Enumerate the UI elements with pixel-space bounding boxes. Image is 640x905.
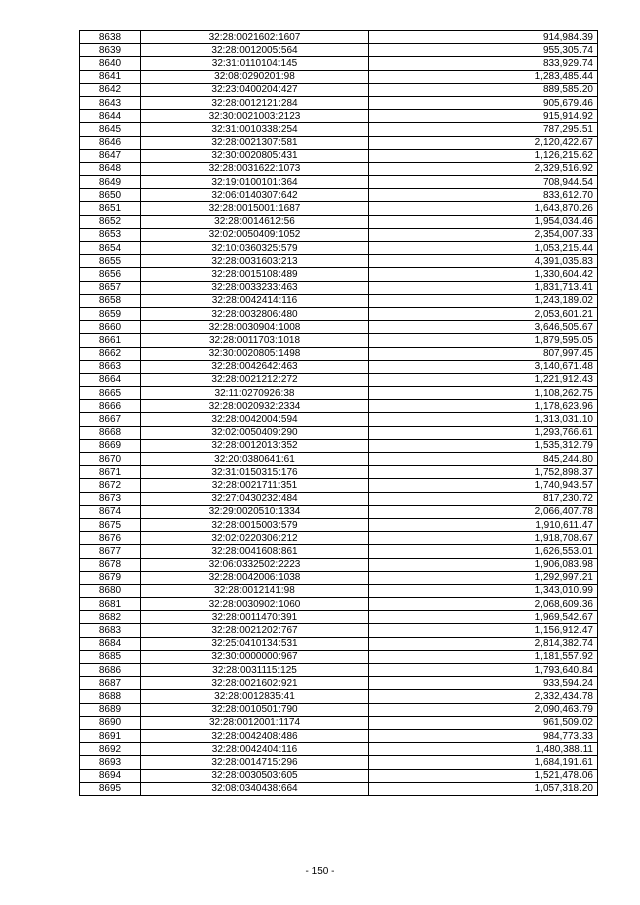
row-number-cell: 8642	[80, 83, 141, 96]
table-row	[80, 690, 598, 703]
cadastral-value-cell: 1,108,262.75	[369, 387, 598, 400]
row-number-cell: 8639	[80, 44, 141, 57]
table-row	[80, 466, 598, 479]
cadastral-value-cell: 2,120,422.67	[369, 136, 598, 149]
table-row	[80, 57, 598, 70]
cadastral-value-cell: 807,997.45	[369, 347, 598, 360]
table-row	[80, 334, 598, 347]
cadastral-number-cell: 32:11:0270926:38	[141, 387, 369, 400]
row-number-cell: 8680	[80, 584, 141, 597]
table-row	[80, 532, 598, 545]
cadastral-number-cell: 32:28:0012121:284	[141, 96, 369, 109]
cadastral-number-cell: 32:28:0031115:125	[141, 664, 369, 677]
cadastral-value-cell: 2,814,382.74	[369, 637, 598, 650]
cadastral-value-cell: 1,313,031.10	[369, 413, 598, 426]
page-number: - 150 -	[305, 866, 335, 877]
cadastral-value-cell: 787,295.51	[369, 123, 598, 136]
cadastral-number-cell: 32:28:0021307:581	[141, 136, 369, 149]
table-row	[80, 294, 598, 307]
row-number-cell: 8662	[80, 347, 141, 360]
cadastral-value-cell: 1,292,997.21	[369, 571, 598, 584]
table-row	[80, 505, 598, 518]
table-row	[80, 162, 598, 175]
cadastral-number-cell: 32:28:0042414:116	[141, 294, 369, 307]
row-number-cell: 8665	[80, 387, 141, 400]
cadastral-number-cell: 32:28:0015003:579	[141, 518, 369, 531]
cadastral-number-cell: 32:28:0030503:605	[141, 769, 369, 782]
table-row	[80, 743, 598, 756]
row-number-cell: 8672	[80, 479, 141, 492]
row-number-cell: 8671	[80, 466, 141, 479]
row-number-cell: 8664	[80, 373, 141, 386]
row-number-cell: 8644	[80, 110, 141, 123]
cadastral-value-cell: 1,535,312.79	[369, 439, 598, 452]
table-row	[80, 558, 598, 571]
table-row	[80, 756, 598, 769]
table-row	[80, 123, 598, 136]
cadastral-value-cell: 1,343,010.99	[369, 584, 598, 597]
row-number-cell: 8640	[80, 57, 141, 70]
cadastral-number-cell: 32:28:0015001:1687	[141, 202, 369, 215]
cadastral-number-cell: 32:28:0031622:1073	[141, 162, 369, 175]
table-row	[80, 83, 598, 96]
cadastral-value-cell: 4,391,035.83	[369, 255, 598, 268]
cadastral-number-cell: 32:02:0050409:1052	[141, 228, 369, 241]
table-row	[80, 176, 598, 189]
cadastral-value-cell: 1,879,595.05	[369, 334, 598, 347]
cadastral-value-cell: 1,221,912.43	[369, 373, 598, 386]
cadastral-value-cell: 1,684,191.61	[369, 756, 598, 769]
cadastral-value-cell: 2,090,463.79	[369, 703, 598, 716]
row-number-cell: 8686	[80, 664, 141, 677]
cadastral-number-cell: 32:28:0042642:463	[141, 360, 369, 373]
cadastral-value-cell: 915,914.92	[369, 110, 598, 123]
cadastral-value-cell: 1,126,215.62	[369, 149, 598, 162]
cadastral-value-cell: 1,053,215.44	[369, 242, 598, 255]
row-number-cell: 8669	[80, 439, 141, 452]
cadastral-number-cell: 32:06:0140307:642	[141, 189, 369, 202]
cadastral-number-cell: 32:28:0032806:480	[141, 307, 369, 320]
row-number-cell: 8670	[80, 453, 141, 466]
cadastral-number-cell: 32:28:0011470:391	[141, 611, 369, 624]
row-number-cell: 8653	[80, 228, 141, 241]
cadastral-number-cell: 32:28:0031603:213	[141, 255, 369, 268]
cadastral-number-cell: 32:29:0020510:1334	[141, 505, 369, 518]
row-number-cell: 8663	[80, 360, 141, 373]
row-number-cell: 8689	[80, 703, 141, 716]
cadastral-number-cell: 32:28:0030904:1008	[141, 321, 369, 334]
row-number-cell: 8660	[80, 321, 141, 334]
cadastral-value-cell: 845,244.80	[369, 453, 598, 466]
row-number-cell: 8683	[80, 624, 141, 637]
cadastral-number-cell: 32:30:0021003:2123	[141, 110, 369, 123]
cadastral-number-cell: 32:28:0012013:352	[141, 439, 369, 452]
table-row	[80, 268, 598, 281]
cadastral-value-cell: 1,283,485.44	[369, 70, 598, 83]
table-row	[80, 373, 598, 386]
table-row	[80, 281, 598, 294]
row-number-cell: 8692	[80, 743, 141, 756]
cadastral-number-cell: 32:27:0430232:484	[141, 492, 369, 505]
cadastral-number-cell: 32:28:0021602:1607	[141, 31, 369, 44]
cadastral-number-cell: 32:28:0012001:1174	[141, 716, 369, 729]
table-row	[80, 321, 598, 334]
cadastral-number-cell: 32:28:0012141:98	[141, 584, 369, 597]
cadastral-value-cell: 1,181,557.92	[369, 650, 598, 663]
row-number-cell: 8690	[80, 716, 141, 729]
cadastral-value-cell: 2,354,007.33	[369, 228, 598, 241]
table-row	[80, 650, 598, 663]
table-row	[80, 571, 598, 584]
table-row	[80, 439, 598, 452]
table-row	[80, 387, 598, 400]
row-number-cell: 8679	[80, 571, 141, 584]
cadastral-number-cell: 32:23:0400204:427	[141, 83, 369, 96]
table-row	[80, 413, 598, 426]
table-row	[80, 149, 598, 162]
cadastral-value-cell: 1,969,542.67	[369, 611, 598, 624]
table-row	[80, 598, 598, 611]
cadastral-value-cell: 1,057,318.20	[369, 782, 598, 795]
cadastral-number-cell: 32:25:0410134:531	[141, 637, 369, 650]
table-row	[80, 307, 598, 320]
table-row	[80, 677, 598, 690]
row-number-cell: 8667	[80, 413, 141, 426]
cadastral-value-cell: 1,156,912.47	[369, 624, 598, 637]
row-number-cell: 8661	[80, 334, 141, 347]
table-row	[80, 96, 598, 109]
row-number-cell: 8695	[80, 782, 141, 795]
cadastral-number-cell: 32:28:0041608:861	[141, 545, 369, 558]
cadastral-value-cell: 955,305.74	[369, 44, 598, 57]
table-row	[80, 518, 598, 531]
table-row	[80, 453, 598, 466]
cadastral-number-cell: 32:28:0042004:594	[141, 413, 369, 426]
table-row	[80, 242, 598, 255]
row-number-cell: 8643	[80, 96, 141, 109]
cadastral-number-cell: 32:28:0014715:296	[141, 756, 369, 769]
table-row	[80, 255, 598, 268]
cadastral-value-cell: 1,293,766.61	[369, 426, 598, 439]
row-number-cell: 8657	[80, 281, 141, 294]
cadastral-value-cell: 2,068,609.36	[369, 598, 598, 611]
cadastral-number-cell: 32:28:0010501:790	[141, 703, 369, 716]
cadastral-number-cell: 32:19:0100101:364	[141, 176, 369, 189]
cadastral-value-cell: 1,521,478.06	[369, 769, 598, 782]
cadastral-value-cell: 1,954,034.46	[369, 215, 598, 228]
row-number-cell: 8674	[80, 505, 141, 518]
cadastral-value-cell: 1,831,713.41	[369, 281, 598, 294]
row-number-cell: 8688	[80, 690, 141, 703]
cadastral-value-cell: 889,585.20	[369, 83, 598, 96]
row-number-cell: 8684	[80, 637, 141, 650]
row-number-cell: 8646	[80, 136, 141, 149]
row-number-cell: 8654	[80, 242, 141, 255]
row-number-cell: 8641	[80, 70, 141, 83]
cadastral-number-cell: 32:28:0021711:351	[141, 479, 369, 492]
table-row	[80, 624, 598, 637]
row-number-cell: 8638	[80, 31, 141, 44]
cadastral-value-cell: 1,752,898.37	[369, 466, 598, 479]
table-row	[80, 769, 598, 782]
row-number-cell: 8655	[80, 255, 141, 268]
cadastral-number-cell: 32:28:0042408:486	[141, 729, 369, 742]
cadastral-number-cell: 32:30:0020805:1498	[141, 347, 369, 360]
table-row	[80, 189, 598, 202]
cadastral-number-cell: 32:28:0021212:272	[141, 373, 369, 386]
cadastral-value-cell: 1,178,623.96	[369, 400, 598, 413]
cadastral-number-cell: 32:20:0380641:61	[141, 453, 369, 466]
table-row	[80, 136, 598, 149]
cadastral-value-cell: 3,646,505.67	[369, 321, 598, 334]
table-row	[80, 44, 598, 57]
cadastral-value-cell: 933,594.24	[369, 677, 598, 690]
table-row	[80, 70, 598, 83]
cadastral-value-cell: 1,626,553.01	[369, 545, 598, 558]
cadastral-number-cell: 32:28:0012835:41	[141, 690, 369, 703]
cadastral-value-cell: 2,332,434.78	[369, 690, 598, 703]
row-number-cell: 8693	[80, 756, 141, 769]
cadastral-value-cell: 1,243,189.02	[369, 294, 598, 307]
cadastral-number-cell: 32:28:0011703:1018	[141, 334, 369, 347]
row-number-cell: 8666	[80, 400, 141, 413]
cadastral-value-cell: 914,984.39	[369, 31, 598, 44]
table-row	[80, 716, 598, 729]
row-number-cell: 8682	[80, 611, 141, 624]
cadastral-number-cell: 32:28:0015108:489	[141, 268, 369, 281]
table-row	[80, 492, 598, 505]
cadastral-value-cell: 961,509.02	[369, 716, 598, 729]
cadastral-number-cell: 32:08:0340438:664	[141, 782, 369, 795]
row-number-cell: 8681	[80, 598, 141, 611]
cadastral-number-cell: 32:28:0042404:116	[141, 743, 369, 756]
cadastral-number-cell: 32:31:0010338:254	[141, 123, 369, 136]
row-number-cell: 8676	[80, 532, 141, 545]
cadastral-number-cell: 32:31:0110104:145	[141, 57, 369, 70]
cadastral-number-cell: 32:28:0021602:921	[141, 677, 369, 690]
row-number-cell: 8694	[80, 769, 141, 782]
cadastral-value-table	[79, 30, 598, 796]
cadastral-number-cell: 32:30:0000000:967	[141, 650, 369, 663]
table-row	[80, 479, 598, 492]
table-row	[80, 545, 598, 558]
cadastral-value-cell: 984,773.33	[369, 729, 598, 742]
row-number-cell: 8659	[80, 307, 141, 320]
table-row	[80, 347, 598, 360]
cadastral-value-cell: 1,330,604.42	[369, 268, 598, 281]
row-number-cell: 8647	[80, 149, 141, 162]
table-row	[80, 703, 598, 716]
cadastral-value-cell: 817,230.72	[369, 492, 598, 505]
cadastral-value-cell: 1,740,943.57	[369, 479, 598, 492]
table-row	[80, 400, 598, 413]
row-number-cell: 8649	[80, 176, 141, 189]
cadastral-value-cell: 1,910,611.47	[369, 518, 598, 531]
row-number-cell: 8650	[80, 189, 141, 202]
row-number-cell: 8648	[80, 162, 141, 175]
cadastral-number-cell: 32:28:0012005:564	[141, 44, 369, 57]
cadastral-value-cell: 1,643,870.26	[369, 202, 598, 215]
cadastral-number-cell: 32:28:0021202:767	[141, 624, 369, 637]
cadastral-number-cell: 32:10:0360325:579	[141, 242, 369, 255]
table-row	[80, 611, 598, 624]
cadastral-number-cell: 32:30:0020805:431	[141, 149, 369, 162]
table-body	[80, 31, 598, 796]
table-row	[80, 202, 598, 215]
row-number-cell: 8673	[80, 492, 141, 505]
cadastral-value-cell: 833,929.74	[369, 57, 598, 70]
row-number-cell: 8678	[80, 558, 141, 571]
cadastral-value-cell: 708,944.54	[369, 176, 598, 189]
row-number-cell: 8652	[80, 215, 141, 228]
cadastral-number-cell: 32:28:0014612:56	[141, 215, 369, 228]
cadastral-value-cell: 2,066,407.78	[369, 505, 598, 518]
table-row	[80, 31, 598, 44]
row-number-cell: 8651	[80, 202, 141, 215]
cadastral-value-cell: 1,480,388.11	[369, 743, 598, 756]
table-row	[80, 228, 598, 241]
table-row	[80, 110, 598, 123]
cadastral-number-cell: 32:28:0033233:463	[141, 281, 369, 294]
table-row	[80, 664, 598, 677]
cadastral-number-cell: 32:02:0220306:212	[141, 532, 369, 545]
row-number-cell: 8675	[80, 518, 141, 531]
row-number-cell: 8691	[80, 729, 141, 742]
cadastral-value-cell: 1,793,640.84	[369, 664, 598, 677]
cadastral-number-cell: 32:28:0030902:1060	[141, 598, 369, 611]
row-number-cell: 8687	[80, 677, 141, 690]
cadastral-number-cell: 32:08:0290201:98	[141, 70, 369, 83]
cadastral-number-cell: 32:28:0020932:2334	[141, 400, 369, 413]
table-row	[80, 637, 598, 650]
cadastral-value-cell: 1,918,708.67	[369, 532, 598, 545]
cadastral-value-cell: 2,053,601.21	[369, 307, 598, 320]
row-number-cell: 8658	[80, 294, 141, 307]
cadastral-value-cell: 905,679.46	[369, 96, 598, 109]
cadastral-value-cell: 3,140,671.48	[369, 360, 598, 373]
row-number-cell: 8668	[80, 426, 141, 439]
cadastral-number-cell: 32:02:0050409:290	[141, 426, 369, 439]
table-row	[80, 426, 598, 439]
cadastral-value-cell: 2,329,516.92	[369, 162, 598, 175]
table-row	[80, 729, 598, 742]
row-number-cell: 8645	[80, 123, 141, 136]
table-row	[80, 782, 598, 795]
table-row	[80, 215, 598, 228]
table-row	[80, 584, 598, 597]
row-number-cell: 8685	[80, 650, 141, 663]
row-number-cell: 8677	[80, 545, 141, 558]
cadastral-value-cell: 833,612.70	[369, 189, 598, 202]
cadastral-number-cell: 32:31:0150315:176	[141, 466, 369, 479]
table-row	[80, 360, 598, 373]
cadastral-value-cell: 1,906,083.98	[369, 558, 598, 571]
cadastral-number-cell: 32:28:0042006:1038	[141, 571, 369, 584]
cadastral-number-cell: 32:06:0332502:2223	[141, 558, 369, 571]
row-number-cell: 8656	[80, 268, 141, 281]
